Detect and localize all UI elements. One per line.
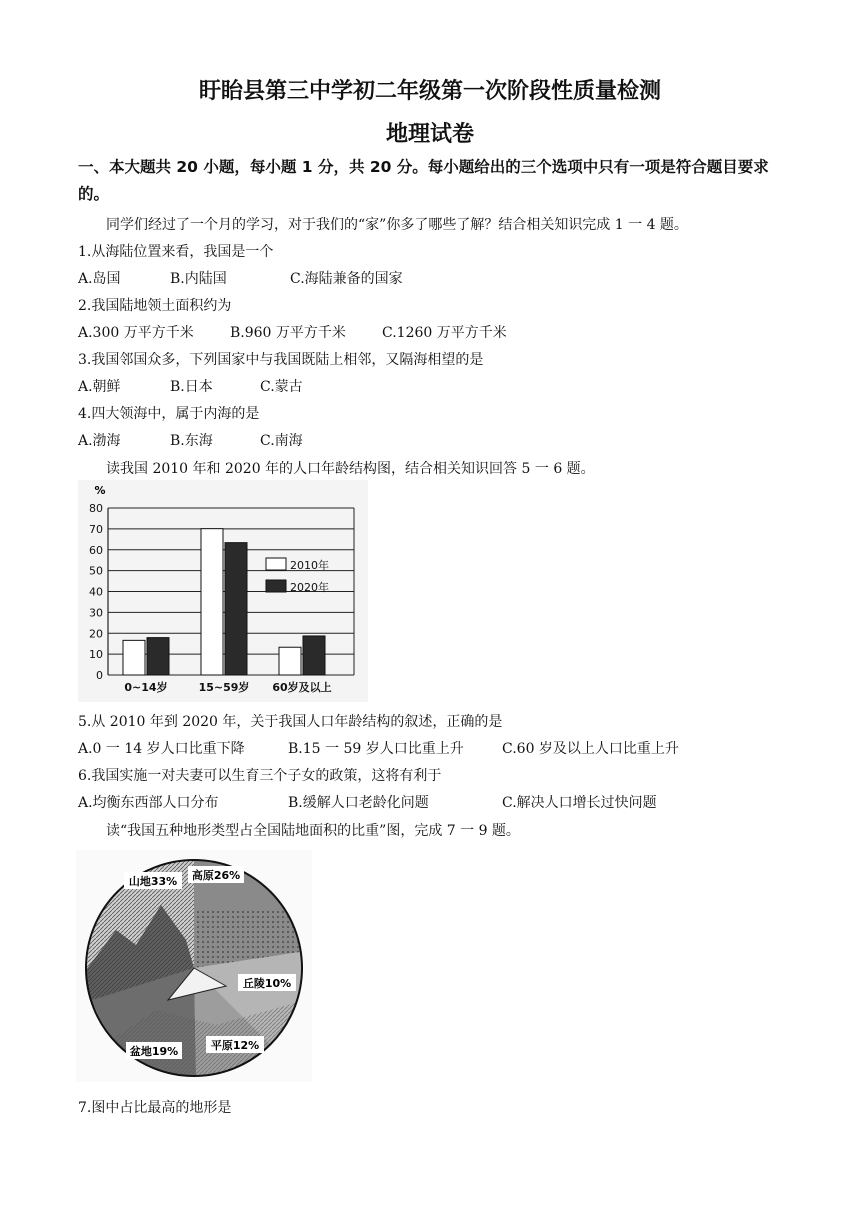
option-b[interactable]: B.内陆国 (170, 271, 227, 287)
option-b[interactable]: B.日本 (170, 379, 213, 395)
option-b[interactable]: B.960 万平方千米 (230, 325, 346, 341)
label-plateau: 高原26% (191, 869, 241, 882)
exam-subject: 地理试卷 (385, 122, 474, 147)
option-c[interactable]: C.海陆兼备的国家 (290, 271, 403, 287)
question-6-options (78, 792, 657, 812)
bar-2020 (303, 636, 325, 675)
y-tick-label: 60 (89, 543, 103, 557)
question-6-stem: 6.我国实施一对夫妻可以生育三个子女的政策，这将有利于 (78, 768, 442, 784)
section-heading: 一、本大题共 20 小题，每小题 1 分，共 20 分。每小题给出的三个选项中只有一项是符合题目要求的。 (78, 158, 769, 203)
x-tick-label: 60岁及以上 (272, 681, 332, 694)
legend-swatch (266, 558, 286, 570)
label-mountain: 山地33% (128, 875, 178, 888)
y-tick-label: 10 (89, 648, 103, 662)
option-c[interactable]: C.60 岁及以上人口比重上升 (502, 741, 679, 757)
bar-2020 (225, 543, 247, 675)
label-basin: 盆地19% (129, 1045, 179, 1058)
question-4-stem: 4.四大领海中，属于内海的是 (78, 406, 260, 422)
label-plain: 平原12% (210, 1039, 260, 1052)
y-tick-label: 70 (89, 522, 103, 536)
intro-text-1: 同学们经过了一个月的学习，对于我们的“家”你多了哪些了解？结合相关知识完成 1 一 4 题。 (106, 217, 688, 233)
bar-2010 (279, 647, 301, 675)
y-tick-label: 20 (89, 627, 103, 641)
question-1-stem: 1.从海陆位置来看，我国是一个 (78, 244, 274, 260)
y-axis-unit: % (94, 484, 106, 497)
option-c[interactable]: C.解决人口增长过快问题 (502, 795, 657, 811)
question-2-stem: 2.我国陆地领土面积约为 (78, 298, 232, 314)
option-a[interactable]: A.朝鲜 (78, 379, 121, 395)
x-tick-label: 15~59岁 (198, 681, 250, 694)
option-a[interactable]: A.岛国 (78, 271, 121, 287)
option-a[interactable]: A.均衡东西部人口分布 (78, 795, 219, 811)
legend-swatch (266, 580, 286, 592)
question-5-stem: 5.从 2010 年到 2020 年，关于我国人口年龄结构的叙述，正确的是 (78, 714, 503, 730)
y-tick-label: 0 (96, 669, 103, 682)
legend-label: 2010年 (290, 559, 329, 572)
option-c[interactable]: C.蒙古 (260, 379, 303, 395)
y-tick-label: 40 (89, 585, 103, 599)
option-a[interactable]: A.渤海 (78, 433, 121, 449)
y-tick-label: 50 (89, 564, 103, 578)
option-c[interactable]: C.1260 万平方千米 (382, 325, 507, 341)
question-7-stem: 7.图中占比最高的地形是 (78, 1100, 232, 1116)
y-tick-label: 80 (89, 502, 103, 515)
bar-2010 (201, 529, 223, 675)
question-1-options (78, 268, 403, 288)
question-2-options (78, 322, 507, 342)
exam-title: 盱眙县第三中学初二年级第一次阶段性质量检测 (198, 79, 661, 104)
population-age-chart (78, 480, 368, 702)
terrain-proportion-figure (76, 850, 312, 1082)
y-tick-label: 30 (89, 606, 103, 620)
legend-label: 2020年 (290, 581, 329, 594)
option-a[interactable]: A.300 万平方千米 (78, 325, 194, 341)
bar-2010 (123, 640, 145, 675)
question-3-stem: 3.我国邻国众多，下列国家中与我国既陆上相邻，又隔海相望的是 (78, 352, 484, 368)
option-b[interactable]: B.15 一 59 岁人口比重上升 (288, 741, 464, 757)
option-b[interactable]: B.缓解人口老龄化问题 (288, 795, 429, 811)
label-hill: 丘陵10% (242, 977, 292, 990)
option-a[interactable]: A.0 一 14 岁人口比重下降 (78, 741, 245, 757)
intro-text-2: 读我国 2010 年和 2020 年的人口年龄结构图，结合相关知识回答 5 一 6 题。 (106, 461, 595, 477)
question-5-options (78, 738, 679, 758)
x-tick-label: 0~14岁 (124, 681, 168, 694)
option-b[interactable]: B.东海 (170, 433, 213, 449)
option-c[interactable]: C.南海 (260, 433, 303, 449)
intro-text-3: 读“我国五种地形类型占全国陆地面积的比重”图，完成 7 一 9 题。 (106, 823, 520, 839)
bar-2020 (147, 638, 169, 675)
question-4-options (78, 430, 303, 450)
question-3-options (78, 376, 303, 396)
